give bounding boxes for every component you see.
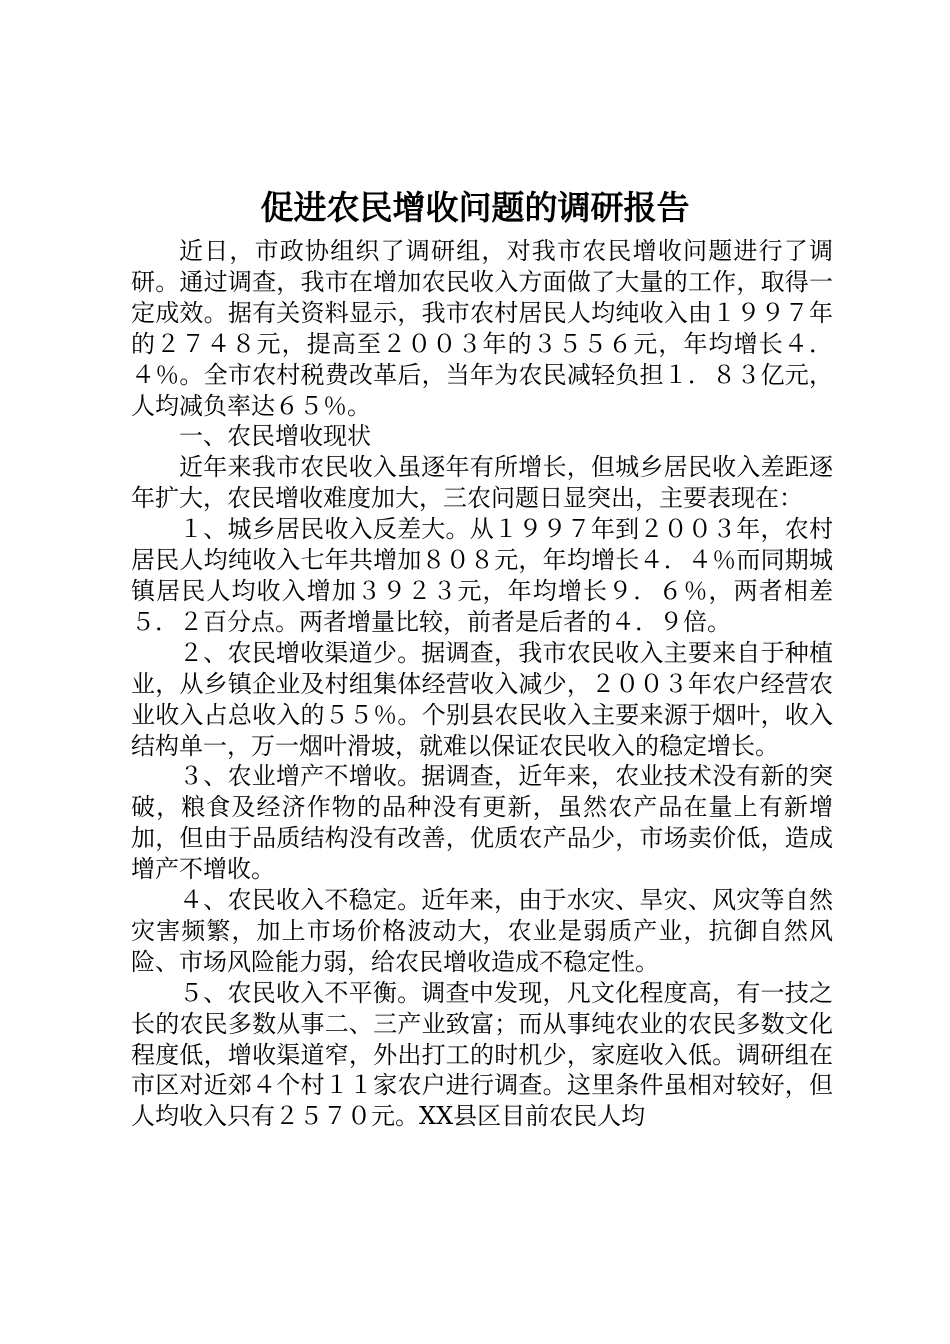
page-title: 促进农民增收问题的调研报告 <box>260 188 690 227</box>
section-heading: 一、农民增收现状 <box>179 422 371 451</box>
intro-paragraph: 近日，市政协组织了调研组，对我市农民增收问题进行了调研。通过调查，我市在增加农民收入方面做了大量的工作，取得一定成效。据有关资料显示，我市农村居民人均纯收入由１９９７年的２７４８元，提高至２００３年的３５５６元，年均增长４．４％。全市农村税费改革后，当年为农民减轻负担１．８３亿元，人均减负率达６５％。 <box>131 237 833 420</box>
list-item: ５、农民收入不平衡。调查中发现，凡文化程度高，有一技之长的农民多数从事二、三产业致富；而从事纯农业的农民多数文化程度低，增收渠道窄，外出打工的时机少，家庭收入低。调研组在市区对近郊４个村１１家农户进行调查。这里条件虽相对较好，但人均收入只有２５７０元。XX县区目前农民人均 <box>131 978 833 1131</box>
list-item: ３、农业增产不增收。据调查，近年来，农业技术没有新的突破，粮食及经济作物的品种没有更新，虽然农产品在量上有新增加，但由于品质结构没有改善，优质农产品少，市场卖价低，造成增产不增收。 <box>131 762 833 884</box>
section-intro-paragraph: 近年来我市农民收入虽逐年有所增长，但城乡居民收入差距逐年扩大，农民增收难度加大，三农问题日显突出，主要表现在： <box>131 453 833 513</box>
document-body <box>131 236 833 1132</box>
list-item: １、城乡居民收入反差大。从１９９７年到２００３年，农村居民人均纯收入七年共增加８０８元，年均增长４．４％而同期城镇居民人均收入增加３９２３元，年均增长９．６％，两者相差５．２百分点。两者增量比较，前者是后者的４．９倍。 <box>131 515 833 636</box>
list-item: ４、农民收入不稳定。近年来，由于水灾、旱灾、风灾等自然灾害频繁，加上市场价格波动大，农业是弱质产业，抗御自然风险、市场风险能力弱，给农民增收造成不稳定性。 <box>131 886 833 976</box>
list-item: ２、农民增收渠道少。据调查，我市农民收入主要来自于种植业，从乡镇企业及村组集体经营收入减少，２００３年农户经营农业收入占总收入的５５％。个别县农民收入主要来源于烟叶，收入结构单一，万一烟叶滑坡，就难以保证农民收入的稳定增长。 <box>131 638 833 760</box>
